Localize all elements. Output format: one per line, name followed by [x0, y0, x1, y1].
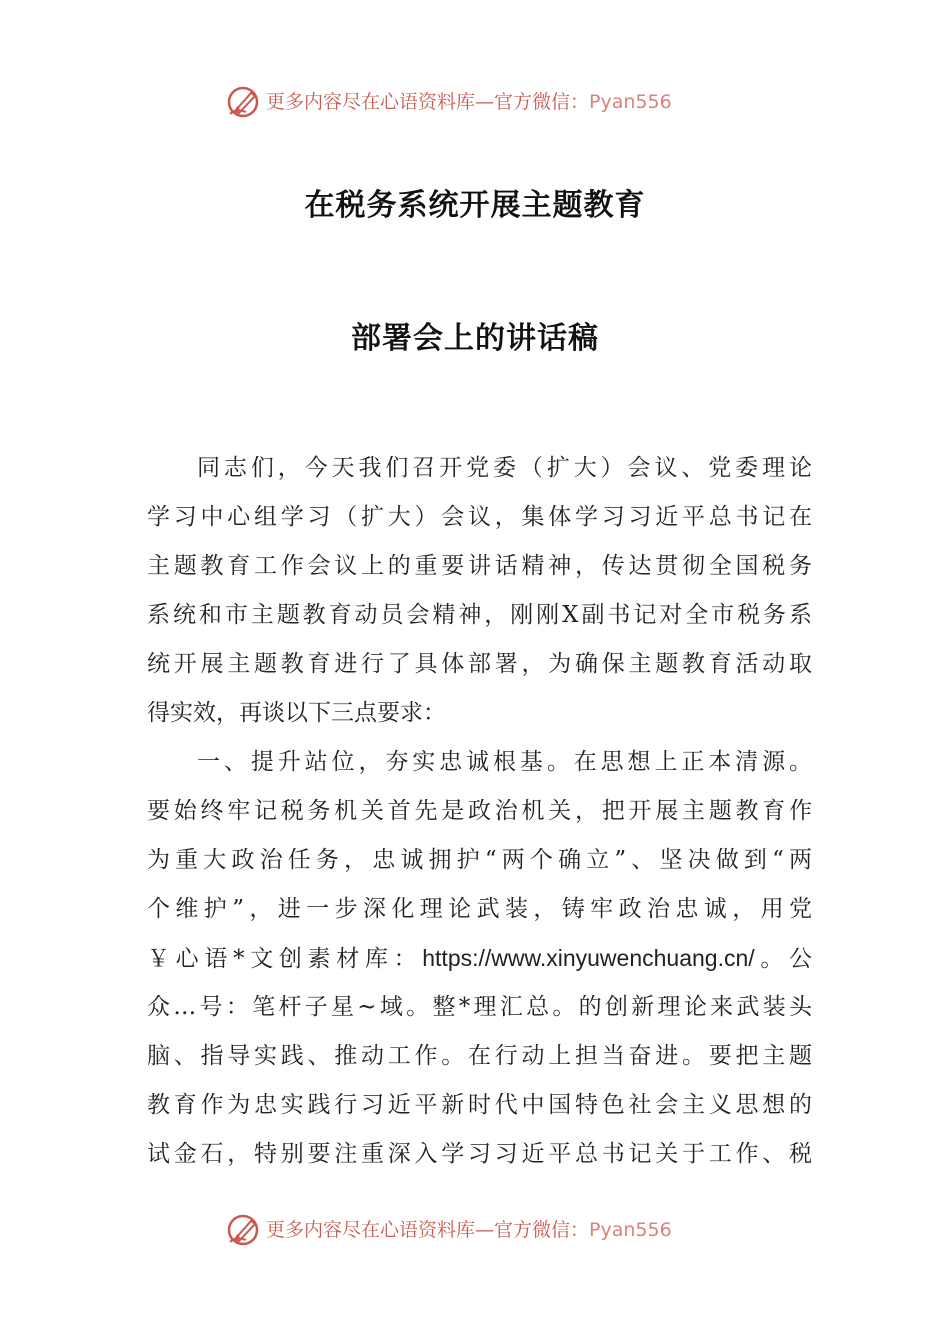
paragraph-line: 个维护”，进一步深化理论武装，铸牢政治忠诚，用党 — [147, 896, 812, 922]
pen-logo-icon — [226, 84, 262, 120]
website-link[interactable]: https://www.xinyuwenchuang.cn/ — [422, 945, 755, 971]
banner-text: 更多内容尽在心语资料库—官方微信：Pyan556 — [266, 91, 672, 113]
paragraph-line: 教育作为忠实践行习近平新时代中国特色社会主义思想的 — [147, 1092, 812, 1118]
paragraph-line: 统开展主题教育进行了具体部署，为确保主题教育活动取 — [147, 651, 812, 677]
paragraph-line: 一、提升站位，夯实忠诚根基。在思想上正本清源。 — [197, 749, 812, 775]
page-title-line-1: 在税务系统开展主题教育 — [304, 188, 646, 223]
paragraph-line: 同志们，今天我们召开党委（扩大）会议、党委理论 — [197, 455, 812, 481]
page-title-line-2: 部署会上的讲话稿 — [351, 321, 599, 356]
footer-banner — [0, 1210, 950, 1250]
banner-text: 更多内容尽在心语资料库—官方微信：Pyan556 — [266, 1219, 672, 1241]
paragraph-line: 为重大政治任务，忠诚拥护“两个确立”、坚决做到“两 — [147, 847, 812, 873]
paragraph-line-url: ￥心语*文创素材库：https://www.xinyuwenchuang.cn/。公 — [147, 945, 813, 972]
paragraph-line: 得实效，再谈以下三点要求： — [147, 700, 446, 726]
paragraph-line: 主题教育工作会议上的重要讲话精神，传达贯彻全国税务 — [147, 553, 812, 579]
paragraph-line: 试金石，特别要注重深入学习习近平总书记关于工作、税 — [147, 1141, 812, 1167]
wechat-handle: Pyan556 — [589, 1219, 672, 1241]
paragraph-line: 要始终牢记税务机关首先是政治机关，把开展主题教育作 — [147, 798, 812, 824]
header-banner — [0, 82, 950, 122]
paragraph-line: 学习中心组学习（扩大）会议，集体学习习近平总书记在 — [147, 504, 812, 530]
paragraph-line: 脑、指导实践、推动工作。在行动上担当奋进。要把主题 — [147, 1043, 812, 1069]
pen-logo-icon — [226, 1212, 262, 1248]
paragraph-line: 众…号：笔杆子星~域。整*理汇总。的创新理论来武装头 — [147, 994, 812, 1020]
paragraph-line: 系统和市主题教育动员会精神，刚刚X副书记对全市税务系 — [147, 602, 812, 628]
wechat-handle: Pyan556 — [589, 91, 672, 113]
speech-body — [147, 444, 812, 1179]
